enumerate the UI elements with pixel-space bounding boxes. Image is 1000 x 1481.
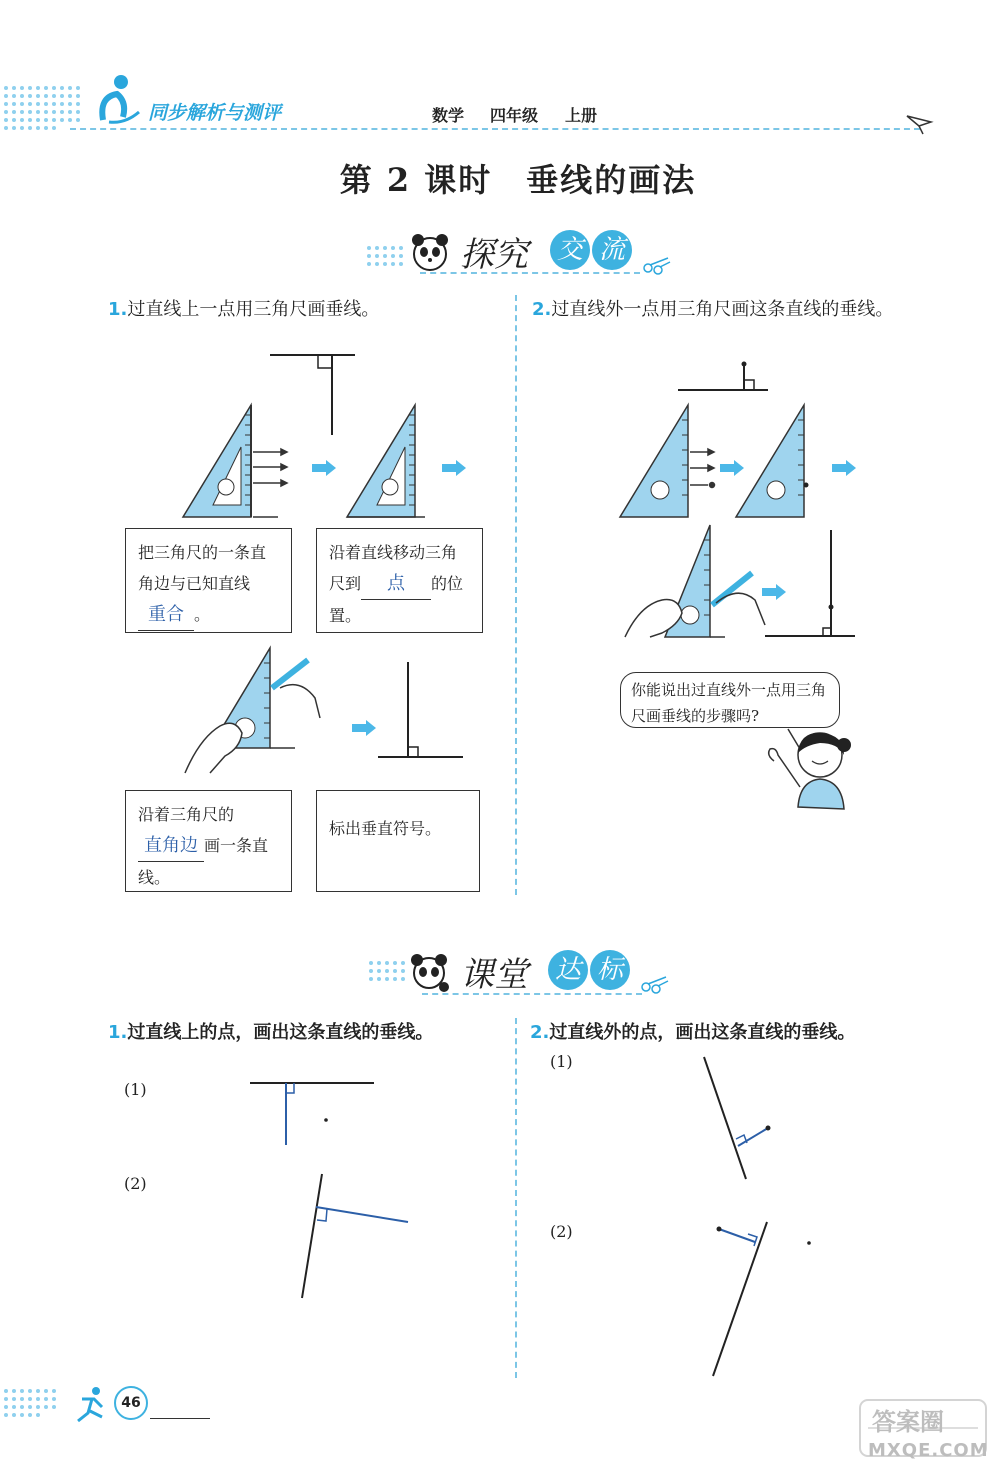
header-grade: 四年级 [490,106,539,125]
brand-name: 同步解析与测评 [148,102,282,124]
practice-q1-number: 1. [108,1022,128,1043]
practice-q2-label-2: (2) [550,1222,573,1241]
practice-q1-figure-2 [298,1172,428,1302]
panda-icon [404,947,454,997]
running-figure-icon [72,1385,112,1425]
step-box-2 [316,528,483,633]
header-subject: 数学 [432,106,465,125]
footer-rule [150,1418,210,1419]
step-box-4 [316,790,480,892]
q2-result-perpendicular [765,530,865,640]
section-title-practice: 课堂 [460,955,528,995]
column-divider [515,1018,517,1378]
step-box-3-answer: 直角边 [138,830,204,862]
section-bubble-1: 交 [550,230,590,270]
arrow-right-icon [312,460,338,476]
section-bubble-2: 标 [590,950,630,990]
practice-q2-label-1: (1) [550,1052,573,1071]
banner-rule [420,272,640,274]
q1-triangle-step1 [183,405,303,520]
watermark-text-top: 答案圈 [872,1408,944,1436]
page-number: 46 [114,1386,148,1420]
practice-q1-label-1: (1) [124,1080,147,1099]
step-box-1-answer: 重合 [138,599,194,631]
arrow-right-icon [352,720,378,736]
practice-q1-text: 过直线上的点，画出这条直线的垂线。 [127,1022,434,1043]
lesson-title: 第 2 课时 垂线的画法 [339,161,697,199]
brand-logo-icon [95,72,145,127]
step-box-2-text: 沿着直线移动三角尺到 [329,543,458,593]
speech-bubble-text: 你能说出过直线外一点用三角尺画垂线的步骤吗? [631,681,827,725]
q2-triangle-step2 [736,405,816,520]
q1-hand-drawing-figure [180,648,330,773]
step-box-1-end: 。 [194,605,211,624]
q2-hand-drawing-figure [620,525,770,640]
practice-q1-label-2: (2) [124,1174,147,1193]
arrow-right-icon [832,460,858,476]
practice-q1-figure-1 [250,1075,390,1155]
question-1-text: 过直线上一点用三角尺画垂线。 [127,299,380,320]
header-volume: 上册 [565,106,598,125]
scissors-icon [642,256,672,276]
scissors-icon [640,975,670,995]
header [0,70,1000,140]
girl-character-icon [760,725,870,825]
speech-bubble [620,672,840,728]
practice-q2-number: 2. [530,1022,550,1043]
section-banner-practice [362,945,682,1001]
q1-result-perpendicular [378,662,468,762]
practice-q2-figure-1 [700,1055,800,1185]
section-banner-explore [360,222,680,278]
step-box-3-text: 沿着三角尺的 [138,805,235,824]
step-box-1 [125,528,292,633]
banner-rule [422,993,642,995]
question-2-explore [532,294,942,326]
q2-given-line-figure [678,360,778,400]
question-2-number: 2. [532,299,552,320]
header-rule [70,128,920,130]
section-bubble-2: 流 [592,230,632,270]
practice-q2-figure-2 [705,1220,815,1380]
step-box-2-end: 的位置。 [329,574,464,625]
footer-dot-pattern [0,1385,70,1425]
question-1-practice [108,1018,433,1044]
section-bubble-1: 达 [548,950,588,990]
step-box-2-answer: 点 [361,568,431,600]
question-2-text: 过直线外一点用三角尺画这条直线的垂线。 [551,299,894,320]
step-box-3-end: 画一条直线。 [138,836,269,887]
arrow-right-icon [442,460,468,476]
watermark-text-bottom: MXQE.COM [868,1440,989,1461]
header-dot-pattern [0,80,110,140]
practice-q2-text: 过直线外的点，画出这条直线的垂线。 [549,1022,856,1043]
section-title-explore: 探究 [460,235,528,275]
step-box-3 [125,790,292,892]
step-box-4-text: 标出垂直符号。 [329,819,442,838]
q1-triangle-step2 [347,405,427,520]
question-1-number: 1. [108,299,128,320]
question-1-explore [108,294,498,326]
question-2-practice [530,1018,855,1044]
column-divider [515,295,517,895]
step-box-1-text: 把三角尺的一条直角边与已知直线 [138,543,267,593]
panda-icon [405,226,455,276]
paper-plane-icon [905,108,935,138]
